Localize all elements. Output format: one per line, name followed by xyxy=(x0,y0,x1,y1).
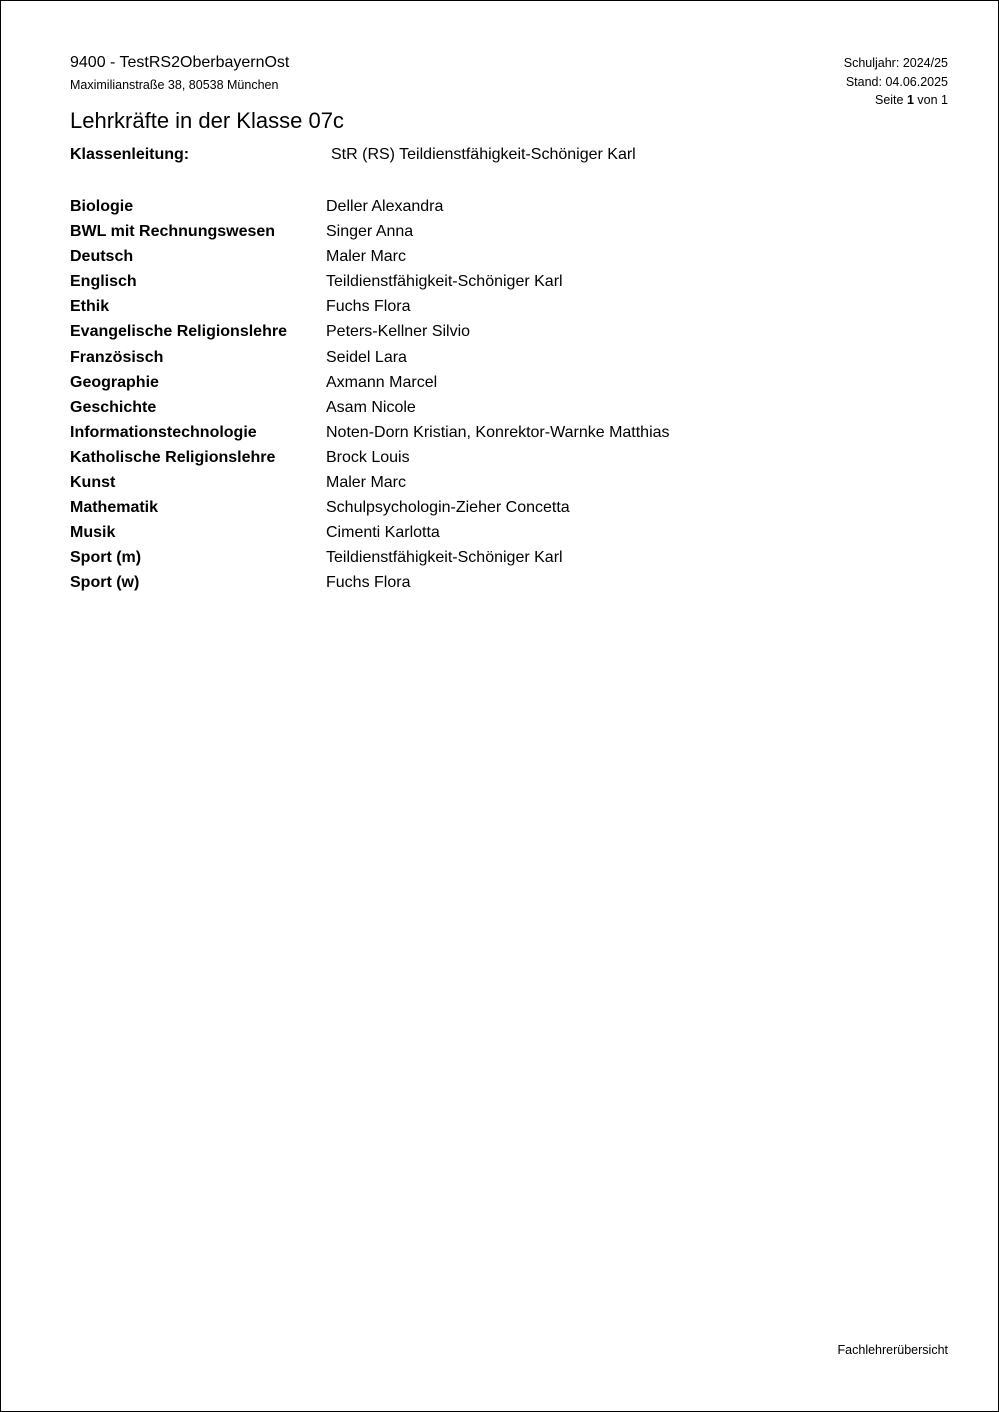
subject-teacher: Asam Nicole xyxy=(326,398,416,416)
subject-teacher: Noten-Dorn Kristian, Konrektor-Warnke Matthias xyxy=(326,423,670,441)
page-number-line xyxy=(844,91,948,110)
page-of-label: von xyxy=(917,93,938,107)
subject-teacher: Fuchs Flora xyxy=(326,298,411,316)
subject-name: Deutsch xyxy=(70,248,134,266)
subject-name: Ethik xyxy=(70,298,110,316)
subject-row xyxy=(70,523,770,548)
subject-name: Musik xyxy=(70,524,116,542)
footer-label: Fachlehrerübersicht xyxy=(837,1343,948,1357)
subject-name: Kunst xyxy=(70,474,116,492)
subject-row xyxy=(70,573,770,598)
school-name: 9400 - TestRS2OberbayernOst xyxy=(70,54,290,71)
subject-name: Französisch xyxy=(70,348,164,366)
school-year-line xyxy=(844,54,948,73)
subject-name: Biologie xyxy=(70,198,134,215)
date-line xyxy=(844,73,948,92)
subject-row xyxy=(70,498,770,523)
document-title: Lehrkräfte in der Klasse 07c xyxy=(70,108,344,133)
subject-teacher: Teildienstfähigkeit-Schöniger Karl xyxy=(326,273,563,291)
document-meta xyxy=(844,54,948,110)
page-label: Seite xyxy=(874,93,904,107)
subject-row xyxy=(70,272,770,297)
subject-row xyxy=(70,423,770,448)
subject-teacher: Fuchs Flora xyxy=(326,574,411,592)
subject-teacher: Maler Marc xyxy=(326,248,407,266)
subject-row xyxy=(70,448,770,473)
subject-teacher: Seidel Lara xyxy=(326,348,407,366)
subject-name: BWL mit Rechnungswesen xyxy=(70,223,276,241)
subject-name: Englisch xyxy=(70,273,137,291)
class-lead-label: Klassenleitung: xyxy=(70,146,190,163)
subject-row xyxy=(70,548,770,573)
subject-row xyxy=(70,197,770,222)
subject-name: Evangelische Religionslehre xyxy=(70,323,287,341)
subject-row xyxy=(70,348,770,373)
school-address: Maximilianstraße 38, 80538 München xyxy=(70,78,279,92)
subject-teacher: Axmann Marcel xyxy=(326,373,438,391)
subject-name: Sport (w) xyxy=(70,574,140,592)
subject-teacher: Maler Marc xyxy=(326,474,407,492)
subject-name: Geographie xyxy=(70,373,159,391)
school-year-label: Schuljahr: xyxy=(843,56,900,70)
date-value: 04.06.2025 xyxy=(885,74,948,89)
subject-name: Sport (m) xyxy=(70,549,142,567)
subject-row xyxy=(70,398,770,423)
page-total: 1 xyxy=(941,93,948,107)
subject-teacher-list xyxy=(70,197,770,599)
class-lead-value: StR (RS) Teildienstfähigkeit-Schöniger Karl xyxy=(331,146,636,163)
subject-row xyxy=(70,373,770,398)
subject-row xyxy=(70,473,770,498)
subject-teacher: Peters-Kellner Silvio xyxy=(326,323,471,341)
subject-row xyxy=(70,297,770,322)
subject-name: Mathematik xyxy=(70,499,159,517)
subject-name: Informationstechnologie xyxy=(70,423,257,441)
school-year-value: 2024/25 xyxy=(902,56,948,70)
subject-name: Geschichte xyxy=(70,398,157,416)
subject-name: Katholische Religionslehre xyxy=(70,448,276,466)
subject-teacher: Deller Alexandra xyxy=(326,198,444,215)
date-label: Stand: xyxy=(845,74,882,89)
subject-teacher: Cimenti Karlotta xyxy=(326,524,440,542)
subject-row xyxy=(70,247,770,272)
subject-row xyxy=(70,222,770,247)
subject-row xyxy=(70,322,770,347)
subject-teacher: Schulpsychologin-Zieher Concetta xyxy=(326,499,570,517)
subject-teacher: Brock Louis xyxy=(326,448,410,466)
page-current: 1 xyxy=(906,93,914,107)
subject-teacher: Teildienstfähigkeit-Schöniger Karl xyxy=(326,549,563,567)
subject-teacher: Singer Anna xyxy=(326,223,414,241)
